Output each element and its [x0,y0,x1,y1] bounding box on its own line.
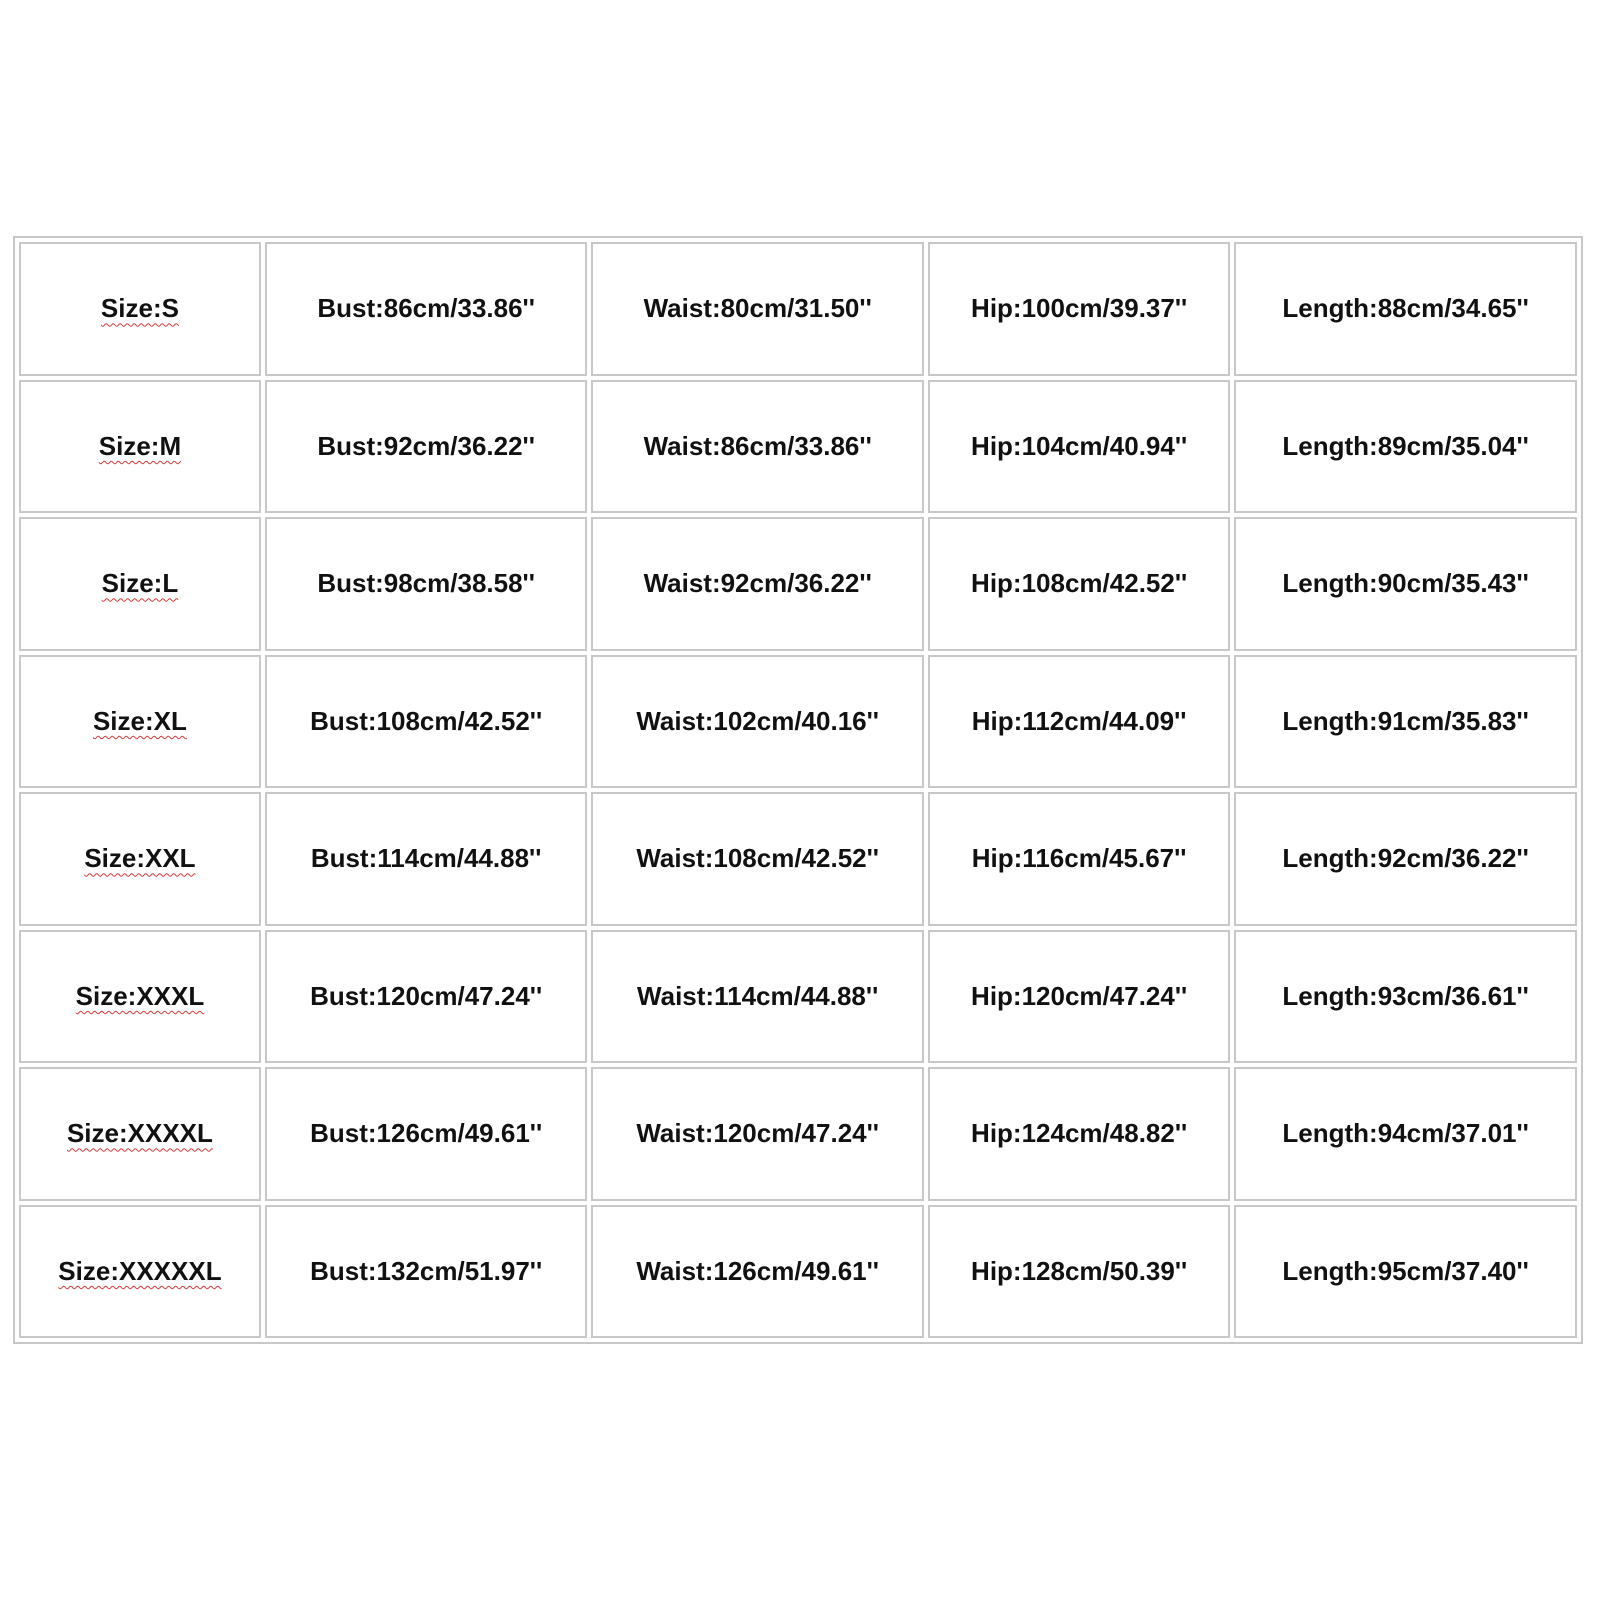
table-row [19,930,1577,1064]
size-label: Size:XL [92,705,187,736]
length-cell: Length:90cm/35.43'' [1234,517,1577,651]
bust-cell: Bust:98cm/38.58'' [265,517,588,651]
bust-cell: Bust:108cm/42.52'' [265,655,588,789]
length-cell: Length:95cm/37.40'' [1234,1205,1577,1339]
size-cell [19,517,261,651]
size-label: Size:XXXL [75,980,205,1011]
bust-cell: Bust:114cm/44.88'' [265,792,588,926]
bust-cell: Bust:92cm/36.22'' [265,380,588,514]
table-row [19,1205,1577,1339]
size-label: Size:XXXXXL [58,1255,222,1286]
bust-cell: Bust:86cm/33.86'' [265,242,588,376]
size-label: Size:M [98,430,182,461]
size-label: Size:S [100,293,179,324]
size-cell [19,930,261,1064]
table-row [19,792,1577,926]
size-cell [19,1205,261,1339]
waist-cell: Waist:92cm/36.22'' [591,517,924,651]
size-cell [19,1067,261,1201]
bust-cell: Bust:120cm/47.24'' [265,930,588,1064]
waist-cell: Waist:114cm/44.88'' [591,930,924,1064]
waist-cell: Waist:120cm/47.24'' [591,1067,924,1201]
waist-cell: Waist:102cm/40.16'' [591,655,924,789]
length-cell: Length:92cm/36.22'' [1234,792,1577,926]
length-cell: Length:91cm/35.83'' [1234,655,1577,789]
table-row [19,655,1577,789]
hip-cell: Hip:128cm/50.39'' [928,1205,1230,1339]
hip-cell: Hip:100cm/39.37'' [928,242,1230,376]
hip-cell: Hip:116cm/45.67'' [928,792,1230,926]
hip-cell: Hip:108cm/42.52'' [928,517,1230,651]
hip-cell: Hip:104cm/40.94'' [928,380,1230,514]
length-cell: Length:93cm/36.61'' [1234,930,1577,1064]
size-cell [19,242,261,376]
hip-cell: Hip:124cm/48.82'' [928,1067,1230,1201]
bust-cell: Bust:126cm/49.61'' [265,1067,588,1201]
table-row [19,380,1577,514]
waist-cell: Waist:86cm/33.86'' [591,380,924,514]
waist-cell: Waist:80cm/31.50'' [591,242,924,376]
size-label: Size:XXXXL [66,1118,213,1149]
waist-cell: Waist:126cm/49.61'' [591,1205,924,1339]
size-label: Size:L [101,568,179,599]
length-cell: Length:88cm/34.65'' [1234,242,1577,376]
size-cell [19,380,261,514]
size-chart-table [13,236,1583,1344]
table-row [19,242,1577,376]
length-cell: Length:94cm/37.01'' [1234,1067,1577,1201]
length-cell: Length:89cm/35.04'' [1234,380,1577,514]
hip-cell: Hip:120cm/47.24'' [928,930,1230,1064]
size-cell [19,792,261,926]
hip-cell: Hip:112cm/44.09'' [928,655,1230,789]
table-row [19,1067,1577,1201]
size-label: Size:XXL [84,843,196,874]
bust-cell: Bust:132cm/51.97'' [265,1205,588,1339]
table-row [19,517,1577,651]
waist-cell: Waist:108cm/42.52'' [591,792,924,926]
size-cell [19,655,261,789]
